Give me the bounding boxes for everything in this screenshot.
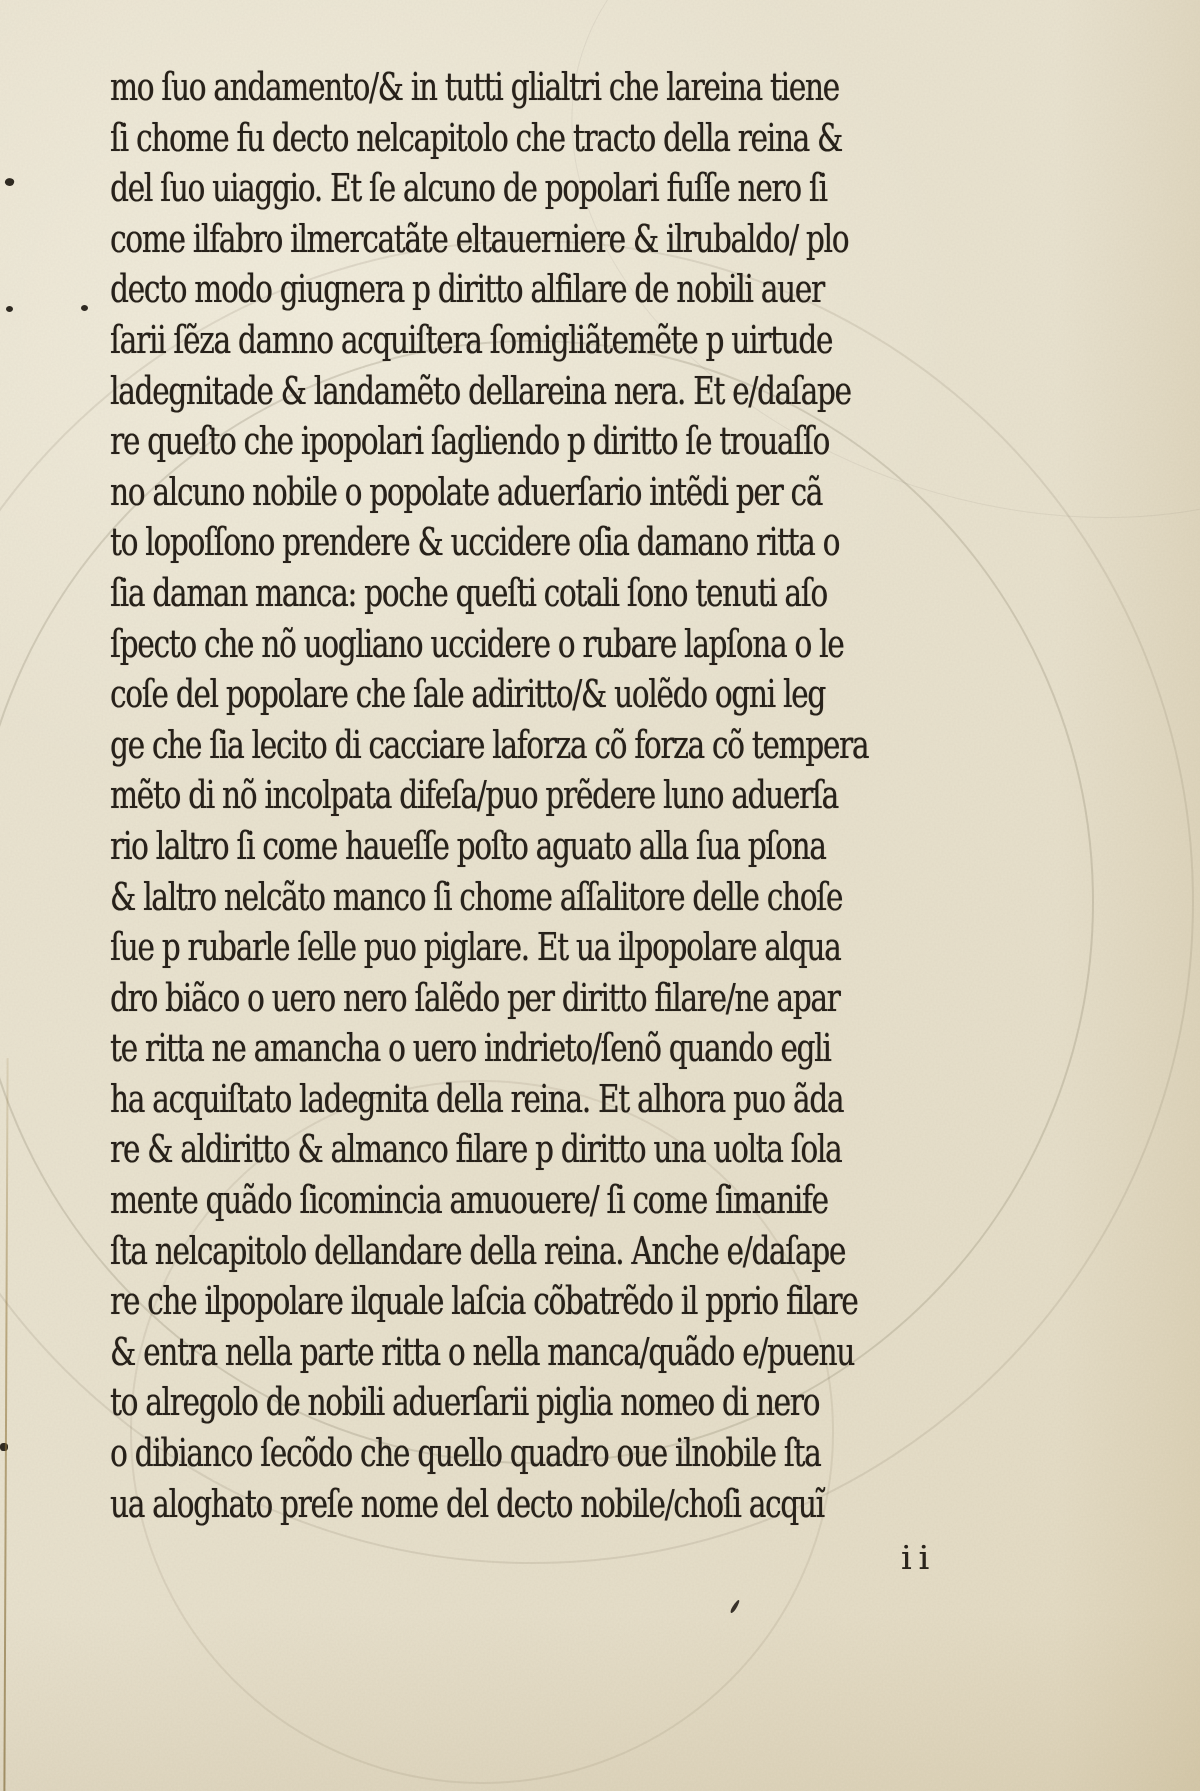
ink-speck [81, 305, 88, 311]
text-line: decto modo giugnera p diritto alfilare de nobili auer [110, 267, 824, 312]
text-line: ua aloghato preſe nome del decto nobile/choſi acquĩ [110, 1481, 824, 1526]
text-line: ha acquiſtato ladegnita della reina. Et alhora puo ãda [110, 1076, 844, 1121]
ink-speck [4, 177, 15, 188]
text-line: ſi chome fu decto nelcapitolo che tracto della reina & [110, 115, 842, 160]
text-line: te ritta ne amancha o uero indrieto/ſenõ quando egli [110, 1026, 831, 1071]
text-line: no alcuno nobile o popolate aduerſario intẽdi per cã [110, 469, 823, 514]
text-line: o dibianco ſecõdo che quello quadro oue ilnobile ſta [110, 1431, 821, 1476]
text-line: to alregolo de nobili aduerſarii piglia nomeo di nero [110, 1380, 820, 1425]
text-line: mente quãdo ſicomincia amuouere/ ſi come ſimanife [110, 1178, 828, 1223]
text-line: re queſto che ipopolari ſagliendo p diritto ſe trouaſſo [110, 419, 830, 464]
text-line: come ilfabro ilmercatãte eltauerniere & ilrubaldo/ plo [110, 216, 849, 261]
text-line: rio laltro ſi come haueſſe poſto aguato alla ſua pſona [110, 823, 826, 868]
text-line: mẽto di nõ incolpata difeſa/puo prẽdere luno aduerſa [110, 773, 838, 818]
text-line: ge che ſia lecito di cacciare laforza cõ forza cõ tempera [110, 722, 869, 767]
text-line: to lopoſſono prendere & uccidere oſia damano ritta o [110, 520, 840, 565]
text-line: ladegnitade & landamẽto dellareina nera. Et e/daſape [110, 368, 851, 413]
page-fold-line [3, 1058, 8, 1791]
ink-speck [6, 306, 13, 312]
text-line: del ſuo uiaggio. Et ſe alcuno de popolari fuſſe nero ſi [110, 166, 827, 211]
text-line: ſarii ſẽza damno acquiſtera ſomigliãtemẽte p uirtude [110, 317, 833, 362]
text-line: ſia daman manca: poche queſti cotali ſono tenuti aſo [110, 570, 827, 615]
text-line: re & aldiritto & almanco filare p diritto una uolta ſola [110, 1127, 842, 1172]
text-line: dro biãco o uero nero ſalẽdo per diritto filare/ne apar [110, 975, 840, 1020]
text-line: ſue p rubarle ſelle puo piglare. Et ua ilpopolare alqua [110, 925, 841, 970]
text-line: mo ſuo andamento/& in tutti glialtri che lareina tiene [110, 65, 839, 109]
text-line: re che ilpopolare ilquale laſcia cõbatrẽdo il pprio filare [110, 1279, 858, 1324]
page-number: ii [901, 1538, 937, 1577]
text-line: ſta nelcapitolo dellandare della reina. Anche e/daſape [110, 1228, 846, 1273]
stray-comma-mark [729, 1599, 740, 1614]
text-block [110, 62, 943, 1529]
text-line: & laltro nelcãto manco ſi chome aſſalitore delle choſe [110, 874, 843, 919]
text-line: ſpecto che nõ uogliano uccidere o rubare lapſona o le [110, 621, 844, 666]
text-line: coſe del popolare che ſale adiritto/& uolẽdo ogni leg [110, 672, 825, 717]
text-line: & entra nella parte ritta o nella manca/quãdo e/puenu [110, 1329, 854, 1374]
